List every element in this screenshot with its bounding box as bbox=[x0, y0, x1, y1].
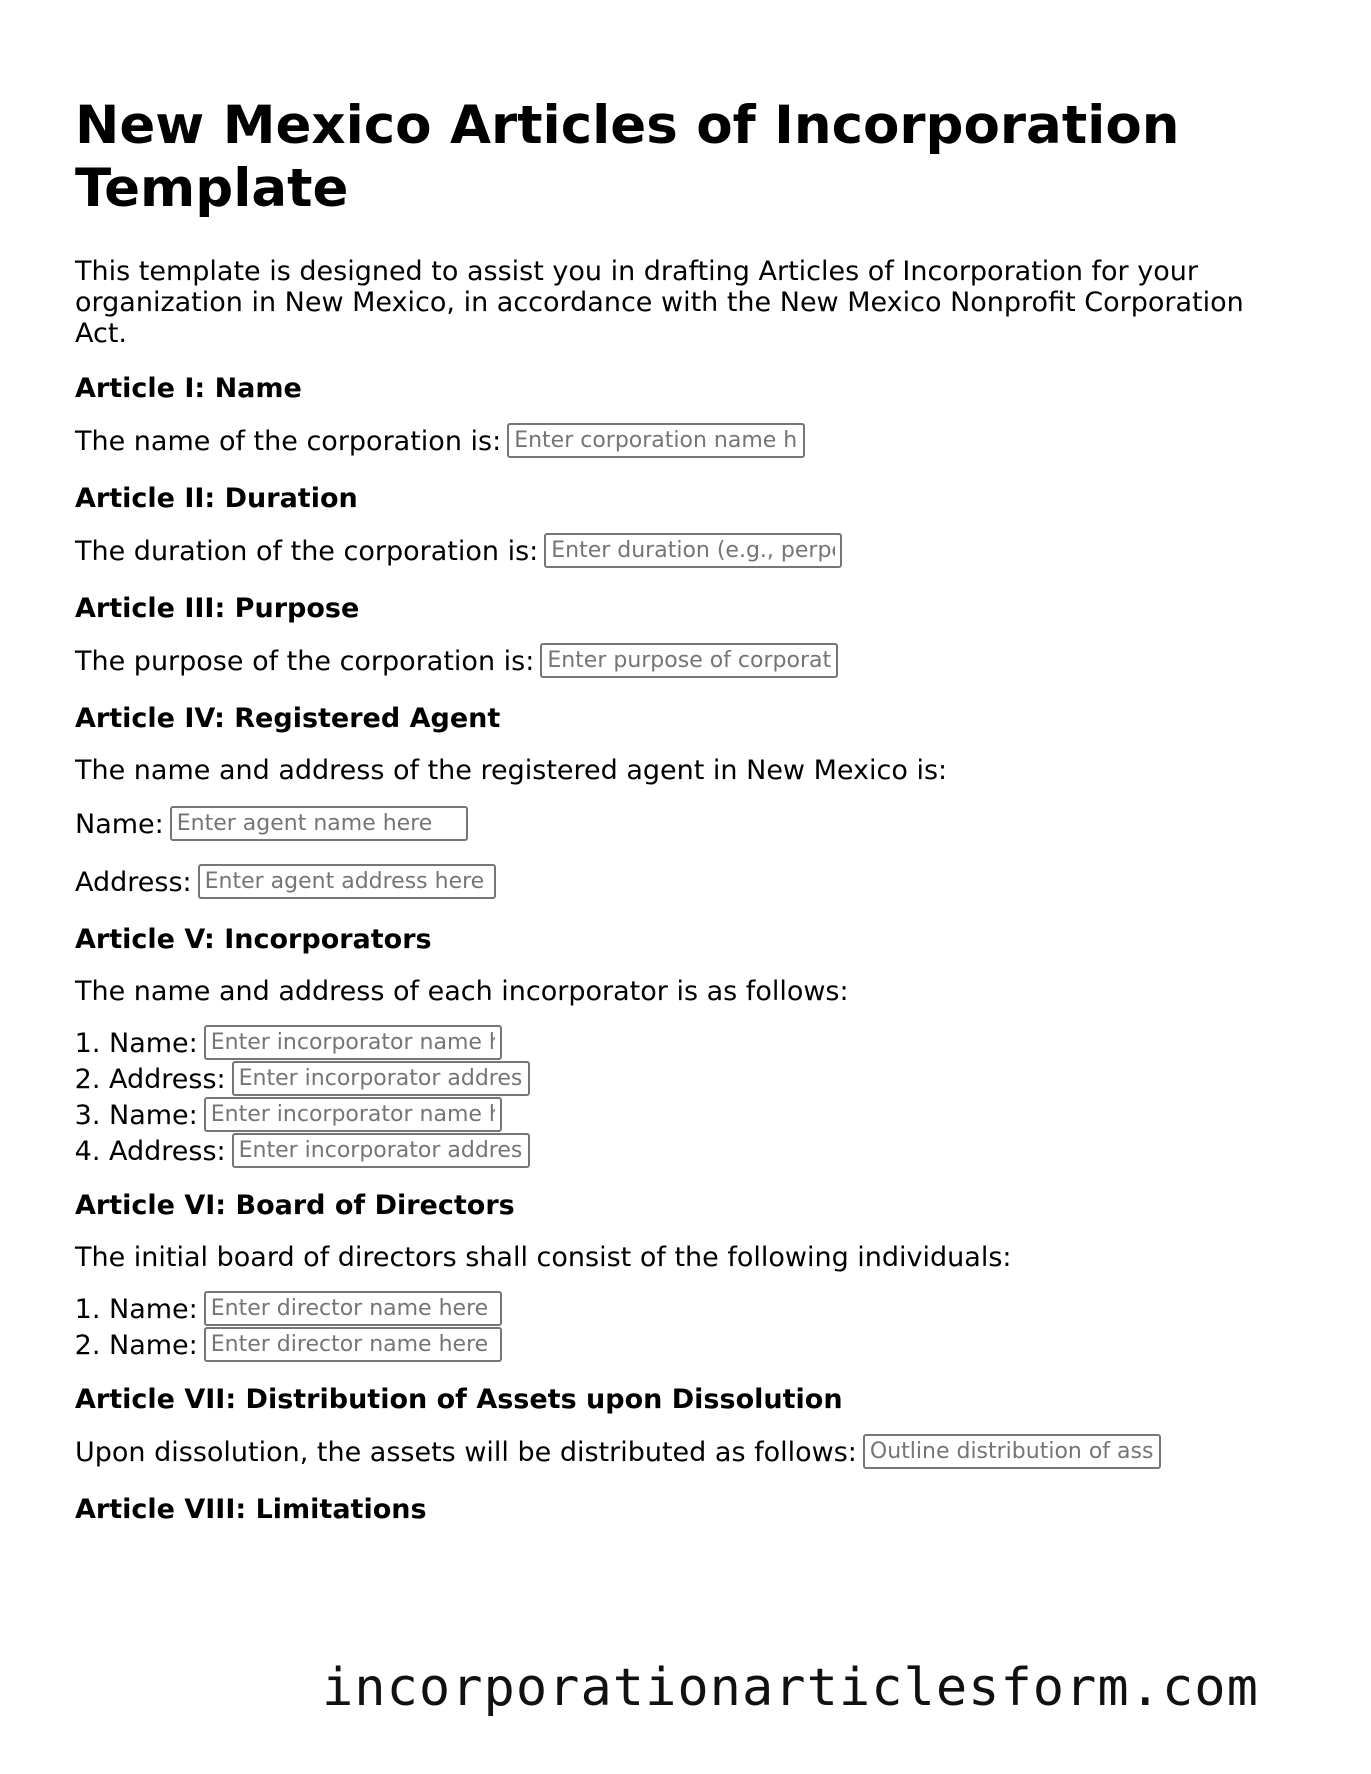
corporation-name-input[interactable] bbox=[507, 423, 805, 458]
article-6-heading: Article VI: Board of Directors bbox=[75, 1190, 515, 1221]
list-item bbox=[109, 1328, 1305, 1364]
incorporator-name-label: Name: bbox=[109, 1028, 198, 1059]
list-item bbox=[109, 1134, 1305, 1170]
article-2-heading: Article II: Duration bbox=[75, 483, 358, 514]
purpose-input[interactable] bbox=[540, 643, 838, 678]
list-item bbox=[109, 1292, 1305, 1328]
duration-input[interactable] bbox=[544, 533, 842, 568]
duration-label: The duration of the corporation is: bbox=[75, 536, 539, 567]
list-item bbox=[109, 1026, 1305, 1062]
page-title: New Mexico Articles of Incorporation Template bbox=[75, 95, 1180, 219]
director-name-label: Name: bbox=[109, 1294, 198, 1325]
article-1-heading: Article I: Name bbox=[75, 373, 302, 404]
corporation-name-label: The name of the corporation is: bbox=[75, 426, 502, 457]
incorporator-address-label: Address: bbox=[109, 1064, 226, 1095]
agent-text: The name and address of the registered agent in New Mexico is: bbox=[75, 755, 948, 786]
article-3-heading: Article III: Purpose bbox=[75, 593, 360, 624]
incorporator-2-address-input[interactable] bbox=[232, 1133, 530, 1168]
article-1-line bbox=[75, 425, 1305, 460]
list-item bbox=[109, 1098, 1305, 1134]
agent-address-label: Address: bbox=[75, 867, 192, 898]
list-item bbox=[109, 1062, 1305, 1098]
agent-address-line bbox=[75, 866, 1305, 901]
director-2-name-input[interactable] bbox=[204, 1327, 502, 1362]
director-1-name-input[interactable] bbox=[204, 1291, 502, 1326]
article-7-line bbox=[75, 1436, 1305, 1471]
site-watermark: incorporationarticlesform.com bbox=[322, 1658, 1259, 1718]
incorporators-list bbox=[75, 1026, 1305, 1170]
article-7-heading: Article VII: Distribution of Assets upon Dissolution bbox=[75, 1384, 843, 1415]
incorporator-1-address-input[interactable] bbox=[232, 1061, 530, 1096]
incorporator-address-label: Address: bbox=[109, 1136, 226, 1167]
dissolution-input[interactable] bbox=[863, 1434, 1161, 1469]
agent-name-line bbox=[75, 808, 1305, 843]
purpose-label: The purpose of the corporation is: bbox=[75, 646, 535, 677]
incorporator-1-name-input[interactable] bbox=[204, 1025, 502, 1060]
incorporators-text: The name and address of each incorporator is as follows: bbox=[75, 976, 849, 1007]
agent-address-input[interactable] bbox=[198, 864, 496, 899]
agent-name-input[interactable] bbox=[170, 806, 468, 841]
article-3-line bbox=[75, 645, 1305, 680]
directors-text: The initial board of directors shall consist of the following individuals: bbox=[75, 1242, 1012, 1273]
article-8-heading: Article VIII: Limitations bbox=[75, 1494, 427, 1525]
article-5-heading: Article V: Incorporators bbox=[75, 924, 432, 955]
incorporator-name-label: Name: bbox=[109, 1100, 198, 1131]
incorporator-2-name-input[interactable] bbox=[204, 1097, 502, 1132]
intro-paragraph: This template is designed to assist you in drafting Articles of Incorporation for your organization in New Mexico, in accordance with the New Mexico Nonprofit Corporation Act. bbox=[75, 256, 1244, 349]
director-name-label: Name: bbox=[109, 1330, 198, 1361]
article-2-line bbox=[75, 535, 1305, 570]
dissolution-label: Upon dissolution, the assets will be distributed as follows: bbox=[75, 1437, 857, 1468]
agent-name-label: Name: bbox=[75, 809, 164, 840]
document-page bbox=[75, 0, 1305, 1526]
article-4-heading: Article IV: Registered Agent bbox=[75, 703, 501, 734]
directors-list bbox=[75, 1292, 1305, 1364]
